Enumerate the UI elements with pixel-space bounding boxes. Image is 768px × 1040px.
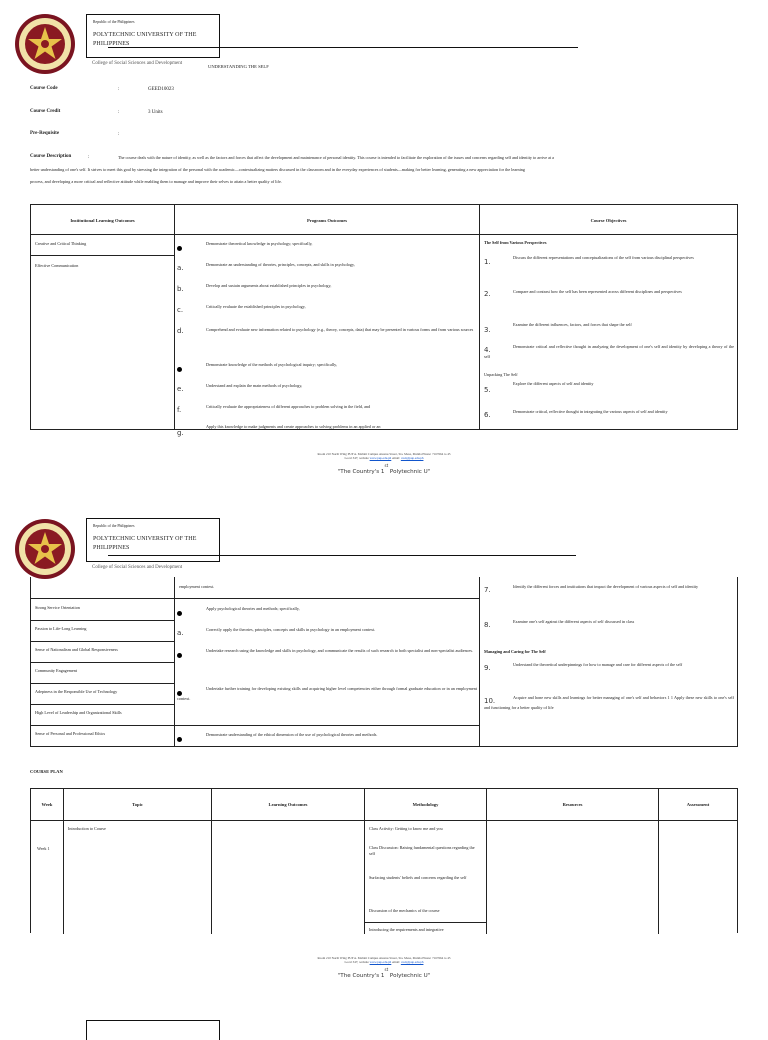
website-link[interactable]: www.pup.edu.ph: [369, 960, 392, 964]
footer-local: Local 347; website: [344, 456, 370, 460]
footer-address: Room 210 North Wing PUP A. Mabini Campus Anonas Street, Sta. Mesa, Manila Phone: 7167664 to 45: [317, 956, 451, 960]
colon: :: [118, 110, 120, 115]
ilo-cell: [31, 620, 174, 642]
course-plan-title: COURSE PLAN: [30, 769, 63, 774]
co-number: 9.: [484, 664, 491, 672]
po-text: Critically evaluate the established principles in psychology,: [206, 304, 306, 309]
co-number: 6.: [484, 411, 491, 419]
co-section-title: Unpacking The Self: [484, 372, 518, 377]
website-link[interactable]: www.pup.edu.ph: [369, 456, 392, 460]
course-credit-label: Course Credit: [30, 109, 61, 114]
po-item: [177, 422, 477, 437]
tagline-post: Polytechnic U": [388, 973, 431, 979]
page-footer: [0, 956, 768, 979]
methodology-item: Class Discussion: Raising fundamental questions regarding the self: [369, 845, 475, 856]
tagline-post: Polytechnic U": [388, 469, 431, 475]
co-number: 3.: [484, 326, 491, 334]
table-divider: [658, 789, 659, 934]
college-name: College of Social Sciences and Development: [92, 61, 183, 66]
ilo-cell: [31, 725, 174, 746]
co-text: Examine one's self against the different aspects of self discussed in class: [513, 619, 635, 624]
po-continued-text: employment context.: [179, 584, 215, 589]
po-item: [177, 299, 477, 317]
table-divider: [479, 577, 480, 746]
co-text: Explore the different aspects of self and identity: [513, 381, 594, 386]
ilo-item: Passion to Life-Long Learning: [35, 626, 87, 631]
header-ilo: Institutional Learning Outcomes: [70, 218, 135, 223]
po-text: Correctly apply the theories, principles, concepts and skills in psychology in an employment context.: [206, 627, 376, 632]
table-divider: [486, 789, 487, 934]
university-seal: [14, 518, 76, 580]
ilo-cell: [31, 641, 174, 663]
college-name: College of Social Sciences and Development: [92, 565, 183, 570]
co-item: [484, 339, 734, 360]
ilo-cell: [31, 235, 174, 256]
outcomes-table: [30, 204, 738, 437]
ilo-item: Community Engagement: [35, 668, 77, 673]
po-item: [177, 603, 477, 621]
republic-text: Republic of the Philippines: [93, 20, 135, 24]
bullet-icon: [177, 367, 182, 372]
co-number: 4.: [484, 346, 491, 354]
co-item: [484, 404, 734, 422]
co-text: Examine the different influences, factors, and forces that shape the self: [513, 322, 632, 327]
po-marker: f.: [177, 406, 182, 414]
university-name: POLYTECHNIC UNIVERSITY OF THE PHILIPPINES: [93, 536, 197, 551]
po-item: [177, 320, 477, 338]
ilo-cell: [31, 662, 174, 684]
republic-text: Republic of the Philippines: [93, 524, 135, 528]
po-marker: b.: [177, 285, 184, 293]
header-box: [86, 14, 220, 58]
co-number: 8.: [484, 621, 491, 629]
po-item: [177, 399, 477, 417]
table-divider: [364, 789, 365, 934]
university-name: POLYTECHNIC UNIVERSITY OF THE PHILIPPINES: [93, 32, 197, 47]
ilo-item: Sense of Personal and Professional Ethics: [35, 731, 106, 736]
footer-email-label: email:: [391, 456, 401, 460]
header-topic: Topic: [132, 802, 143, 807]
po-text: Undertake further training for developing existing skills and acquiring higher level competencies either through formal graduate education or in an employment context.: [177, 686, 477, 702]
footer-contact: [0, 960, 768, 964]
bullet-icon: [177, 737, 182, 742]
co-number: 10.: [484, 697, 496, 705]
table-divider: [174, 205, 175, 429]
footer-tagline: [0, 967, 768, 979]
tagline-sup: st: [384, 463, 389, 468]
table-rule: [175, 725, 479, 726]
bullet-icon: [177, 246, 182, 251]
footer-tagline: [0, 463, 768, 475]
po-item: [177, 645, 477, 663]
po-marker: g.: [177, 429, 184, 437]
tagline-pre: "The Country's 1: [337, 973, 385, 979]
header-co: Course Objectives: [590, 218, 627, 223]
header-week: Week: [41, 802, 53, 807]
methodology-item: Discussion of the mechanics of the course: [369, 908, 440, 913]
co-section-title: The Self from Various Perspectives: [484, 240, 547, 245]
header-learning-outcomes: Learning Outcomes: [268, 802, 308, 807]
topic-cell: Introduction to Course: [68, 826, 106, 831]
po-text: Apply psychological theories and methods; specifically,: [206, 606, 300, 611]
methodology-item: Surfacing students' beliefs and concerns regarding the self: [369, 875, 467, 880]
po-item: [177, 683, 477, 701]
co-text: Demonstrate critical and reflective thought in analyzing the development of one's self and identity by developing a theory of the self: [484, 344, 734, 360]
co-text: Identify the different forces and institutions that impact the development of various aspects of self and identity: [513, 584, 699, 589]
co-text: Compare and contrast how the self has been represented across different disciplines and perspectives: [513, 289, 682, 294]
co-number: 7.: [484, 586, 491, 594]
po-text: Demonstrate theoretical knowledge in psychology; specifically,: [206, 241, 313, 246]
tagline-pre: "The Country's 1: [337, 469, 385, 475]
table-divider: [63, 789, 64, 934]
co-item: [484, 379, 734, 397]
co-item: [484, 319, 734, 337]
co-text: Understand the theoretical underpinnings for how to manage and care for different aspects of the self: [513, 662, 683, 667]
page-footer: [0, 452, 768, 475]
po-item: [177, 278, 477, 296]
header-assessment: Assessment: [686, 802, 710, 807]
po-text: Apply this knowledge to make judgments and create approaches to solving problems in an applied or an: [206, 424, 381, 429]
header-rule: [108, 47, 578, 48]
co-number: 1.: [484, 258, 491, 266]
co-item: [484, 251, 734, 269]
colon: :: [88, 155, 90, 160]
colon: :: [118, 87, 120, 92]
course-description-label: Course Description: [30, 154, 72, 159]
po-item: [177, 729, 477, 747]
po-text: Critically evaluate the appropriateness of different approaches to problem solving in the field, and: [206, 404, 371, 409]
co-item: [484, 690, 734, 711]
course-plan-table: [30, 788, 738, 933]
co-item: [484, 614, 734, 632]
header-po: Programs Outcomes: [306, 218, 348, 223]
ilo-cell: [31, 256, 174, 277]
ilo-cell: [31, 704, 174, 726]
ilo-item: Effective Communication: [35, 263, 79, 268]
header-box: [86, 1020, 220, 1040]
co-item: [484, 579, 734, 597]
co-text: Discuss the different representations and conceptualizations of the self from various disciplinal perspectives: [513, 255, 694, 260]
table-divider: [174, 577, 175, 746]
course-credit-value: 3 Units: [148, 110, 163, 115]
table-header-rule: [31, 820, 737, 821]
po-text: Develop and sustain arguments about established principles in psychology,: [206, 283, 332, 288]
course-code-value: GEED10023: [148, 87, 174, 92]
week-cell: Week 1: [37, 846, 50, 851]
table-divider: [479, 205, 480, 429]
po-marker: a.: [177, 629, 184, 637]
outcomes-table-continued: [30, 577, 738, 747]
footer-contact: [0, 456, 768, 460]
po-item: [177, 257, 477, 275]
ilo-item: Creative and Critical Thinking: [35, 241, 87, 246]
header-methodology: Methodology: [412, 802, 439, 807]
tagline-sup: st: [384, 967, 389, 972]
po-item: [177, 378, 477, 396]
footer-address: Room 210 North Wing PUP A. Mabini Campus Anonas Street, Sta. Mesa, Manila Phone: 7167664 to 45: [317, 452, 451, 456]
po-item: [177, 359, 477, 377]
ilo-item: Sense of Nationalism and Global Responsiveness: [35, 647, 118, 652]
course-description-line-1: The course deals with the nature of identity, as well as the factors and forces that affect the development and maintenance of personal identity. This course is intended to facilitate the exploration of the issues and concerns regarding self and identity to arrive at a: [118, 155, 555, 160]
table-divider: [211, 789, 212, 934]
po-item: [177, 622, 477, 640]
co-number: 2.: [484, 290, 491, 298]
course-code-label: Course Code: [30, 86, 58, 91]
po-text: Demonstrate understanding of the ethical dimension of the use of psychological theories and methods.: [206, 732, 378, 737]
po-text: Demonstrate an understanding of theories, principles, concepts, and skills in psychology,: [206, 262, 355, 267]
co-text: Demonstrate critical, reflective thought in integrating the various aspects of self and identity: [513, 409, 668, 414]
po-marker: e.: [177, 385, 184, 393]
co-item: [484, 283, 734, 301]
methodology-item: Introducing the requirements and integrative: [369, 927, 444, 932]
co-text: Acquire and hone new skills and learnings for better managing of one's self and behaviors 1 1 Apply these new skills to one's self and functioning for a better quality of life: [484, 695, 734, 711]
footer-local: Local 347; website: [344, 960, 370, 964]
header-resources: Resources: [562, 802, 583, 807]
course-title: UNDERSTANDING THE SELF: [208, 64, 269, 69]
ilo-cell: [31, 683, 174, 705]
co-number: 5.: [484, 386, 491, 394]
po-text: Demonstrate knowledge of the methods of psychological inquiry; specifically,: [206, 362, 338, 367]
po-text: Undertake research using the knowledge and skills in psychology, and communicate the results of such research to both specialist and non-specialist audiences.: [206, 648, 474, 653]
methodology-item: Class Activity: Getting to know me and you: [369, 826, 443, 831]
colon: :: [118, 132, 120, 137]
email-link[interactable]: cssd@pup.edu.ph: [400, 960, 424, 964]
course-description-line-2: better understanding of one's self. It strives to meet this goal by stressing the integration of the personal with the academic—contextualizing matters discussed in the classroom and in the everyday experiences of students—making for better learning, generating a new appreciation for the learning: [30, 167, 525, 172]
ilo-item: Adeptness in the Responsible Use of Technology: [35, 689, 118, 694]
co-section-title: Managing and Caring for The Self: [484, 649, 546, 654]
ilo-cell: [31, 599, 174, 621]
ilo-item: Strong Service Orientation: [35, 605, 80, 610]
po-marker: a.: [177, 264, 184, 272]
co-item: [484, 657, 734, 675]
prerequisite-label: Pre-Requisite: [30, 131, 60, 136]
po-marker: d.: [177, 327, 184, 335]
po-marker: c.: [177, 306, 184, 314]
course-description-line-3: process, and developing a more critical and reflective attitude while enabling them to manage and improve their selves to attain a better quality of life.: [30, 179, 282, 184]
po-text: Understand and explain the main methods of psychology,: [206, 383, 303, 388]
po-item: [177, 238, 477, 256]
bullet-icon: [177, 611, 182, 616]
ilo-item: High Level of Leadership and Organizational Skills: [35, 710, 122, 715]
email-link[interactable]: cssd@pup.edu.ph: [400, 456, 424, 460]
university-seal: [14, 13, 76, 75]
po-text: Comprehend and evaluate new information related to psychology (e.g., theory, concepts, data) that may be presented in various forms and from various sources: [206, 327, 474, 332]
table-rule: [365, 922, 486, 923]
footer-email-label: email:: [391, 960, 401, 964]
header-rule: [108, 555, 576, 556]
